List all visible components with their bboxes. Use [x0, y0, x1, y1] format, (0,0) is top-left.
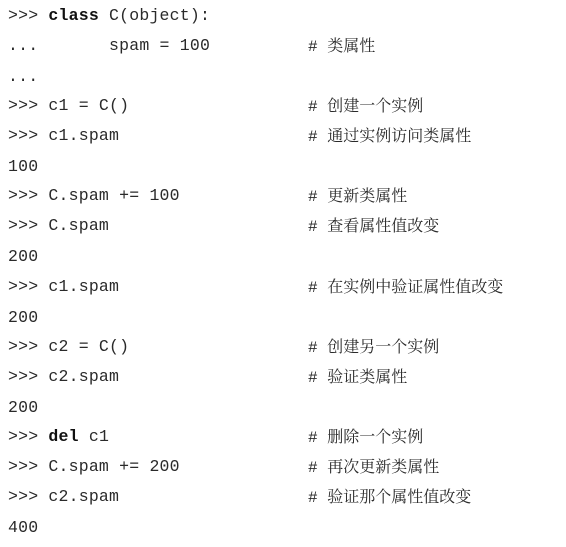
- comment-marker: #: [308, 279, 318, 297]
- comment: [308, 95, 423, 118]
- comment-marker: #: [308, 429, 318, 447]
- code-line-14: [0, 397, 566, 427]
- prompt: >>>: [8, 337, 49, 356]
- comment-text: 查看属性值改变: [327, 216, 440, 235]
- comment-marker: #: [308, 339, 318, 357]
- code-line-17: [0, 486, 566, 516]
- prompt: ...: [8, 67, 39, 86]
- code-text: c1.spam: [48, 126, 120, 145]
- prompt: >>>: [8, 277, 49, 296]
- code-text: c2.spam: [48, 487, 120, 506]
- comment: [308, 125, 471, 148]
- comment-text: 创建另一个实例: [327, 337, 440, 356]
- code-line-9: [0, 246, 566, 276]
- output-value: 400: [8, 518, 39, 537]
- code-line-12: [0, 336, 566, 366]
- prompt: >>>: [8, 6, 49, 25]
- comment-text: 验证那个属性值改变: [327, 487, 472, 506]
- prompt: >>>: [8, 487, 49, 506]
- prompt: >>>: [8, 367, 49, 386]
- code-text: C.spam += 200: [48, 457, 180, 476]
- code-line-1: [0, 5, 566, 35]
- comment: [308, 215, 439, 238]
- comment: [308, 456, 439, 479]
- prompt: >>>: [8, 96, 49, 115]
- comment: [308, 426, 423, 449]
- code-text: spam = 100: [109, 36, 211, 55]
- keyword: class: [48, 6, 99, 25]
- comment: [308, 366, 407, 389]
- code-line-18: [0, 517, 566, 547]
- prompt: ...: [8, 36, 110, 55]
- comment-marker: #: [308, 218, 318, 236]
- code-text: c1.spam: [48, 277, 120, 296]
- comment: [308, 486, 471, 509]
- prompt: >>>: [8, 427, 49, 446]
- code-line-16: [0, 456, 566, 486]
- code-line-2: [0, 35, 566, 65]
- code-text: C.spam += 100: [48, 186, 180, 205]
- code-text: c1 = C(): [48, 96, 130, 115]
- comment-marker: #: [308, 128, 318, 146]
- comment-marker: #: [308, 459, 318, 477]
- code-text: C(object):: [98, 6, 211, 25]
- comment-text: 类属性: [327, 36, 376, 55]
- code-line-4: [0, 95, 566, 125]
- code-line-7: [0, 185, 566, 215]
- comment-marker: #: [308, 98, 318, 116]
- comment-text: 通过实例访问类属性: [327, 126, 472, 145]
- comment-text: 创建一个实例: [327, 96, 424, 115]
- prompt: >>>: [8, 186, 49, 205]
- code-line-6: [0, 156, 566, 186]
- code-line-11: [0, 307, 566, 337]
- comment: [308, 336, 439, 359]
- code-line-5: [0, 125, 566, 155]
- code-line-3: [0, 66, 566, 96]
- code-text: c2 = C(): [48, 337, 130, 356]
- comment-text: 再次更新类属性: [327, 457, 440, 476]
- comment: [308, 276, 503, 299]
- code-line-8: [0, 215, 566, 245]
- comment: [308, 185, 407, 208]
- comment-text: 在实例中验证属性值改变: [327, 277, 504, 296]
- output-value: 100: [8, 157, 39, 176]
- code-line-13: [0, 366, 566, 396]
- output-value: 200: [8, 398, 39, 417]
- comment-text: 验证类属性: [327, 367, 408, 386]
- comment: [308, 35, 375, 58]
- comment-marker: #: [308, 188, 318, 206]
- output-value: 200: [8, 308, 39, 327]
- comment-marker: #: [308, 489, 318, 507]
- prompt: >>>: [8, 457, 49, 476]
- code-line-10: [0, 276, 566, 306]
- comment-marker: #: [308, 38, 318, 56]
- code-text: c1: [78, 427, 110, 446]
- keyword: del: [48, 427, 79, 446]
- code-text: c2.spam: [48, 367, 120, 386]
- prompt: >>>: [8, 216, 49, 235]
- prompt: >>>: [8, 126, 49, 145]
- comment-text: 更新类属性: [327, 186, 408, 205]
- code-text: C.spam: [48, 216, 110, 235]
- comment-marker: #: [308, 369, 318, 387]
- code-line-15: [0, 426, 566, 456]
- comment-text: 删除一个实例: [327, 427, 424, 446]
- output-value: 200: [8, 247, 39, 266]
